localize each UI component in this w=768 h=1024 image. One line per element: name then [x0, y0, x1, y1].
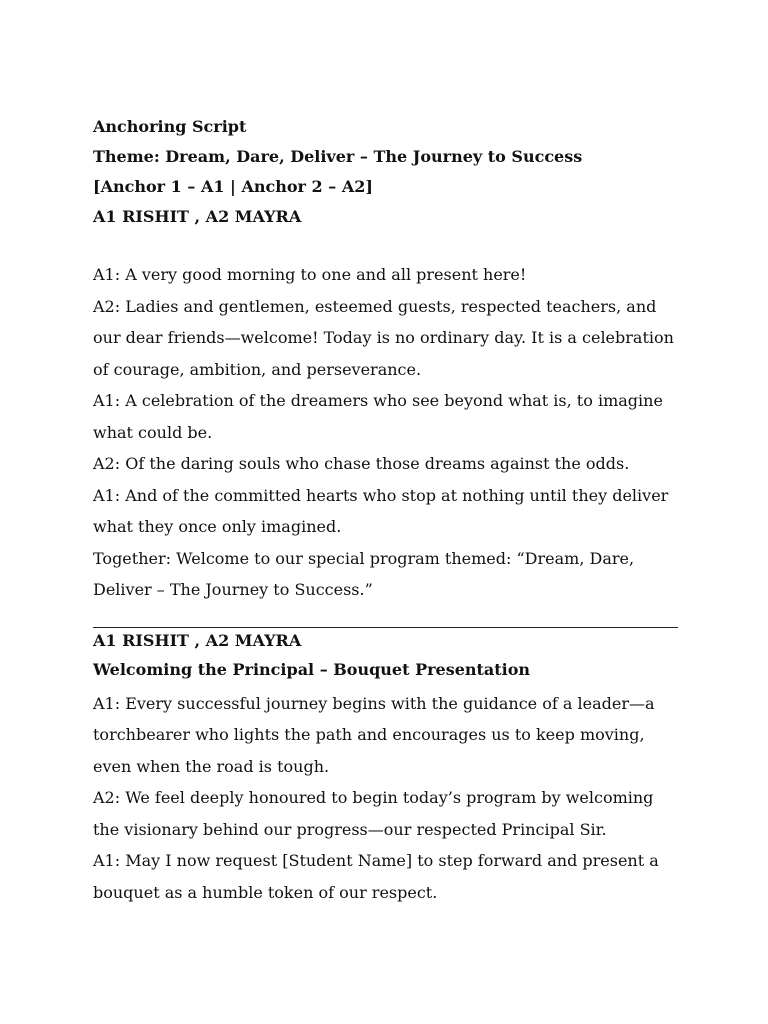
dialogue-line: A1: A celebration of the dreamers who see beyond what is, to imagine what could be.	[93, 391, 663, 442]
principal-welcome-section	[93, 630, 678, 681]
dialogue-line: A2: We feel deeply honoured to begin today’s program by welcoming the visionary behind our progress—our respected Principal Sir.	[93, 788, 654, 839]
opening-section	[93, 259, 678, 606]
section-heading: Welcoming the Principal – Bouquet Presentation	[93, 659, 531, 679]
script-header	[93, 116, 678, 228]
spacer	[93, 236, 678, 259]
document-page	[93, 116, 678, 908]
dialogue-line: A1: And of the committed hearts who stop at nothing until they deliver what they once only imagined.	[93, 485, 669, 536]
anchor-legend: [Anchor 1 – A1 | Anchor 2 – A2]	[93, 177, 373, 196]
document-title: Anchoring Script	[93, 117, 247, 136]
dialogue-line: A2: Of the daring souls who chase those dreams against the odds.	[93, 454, 630, 473]
dialogue-line: A2: Ladies and gentlemen, esteemed guests, respected teachers, and our dear friends—welcome! Today is no ordinary day. It is a celebration of courage, ambition, and perseverance.	[93, 296, 674, 379]
dialogue-line: A1: Every successful journey begins with the guidance of a leader—a torchbearer who lights the path and encourages us to keep moving, even when the road is tough.	[93, 693, 655, 776]
anchor-names: A1 RISHIT , A2 MAYRA	[93, 630, 302, 650]
dialogue-line: Together: Welcome to our special program themed: “Dream, Dare, Deliver – The Journey to Success.”	[93, 548, 635, 599]
anchor-names: A1 RISHIT , A2 MAYRA	[93, 207, 302, 226]
dialogue-line: A1: May I now request [Student Name] to step forward and present a bouquet as a humble token of our respect.	[93, 851, 659, 902]
theme-line: Theme: Dream, Dare, Deliver – The Journey to Success	[93, 147, 583, 166]
section-divider	[93, 627, 678, 628]
dialogue-line: A1: A very good morning to one and all present here!	[93, 265, 527, 284]
